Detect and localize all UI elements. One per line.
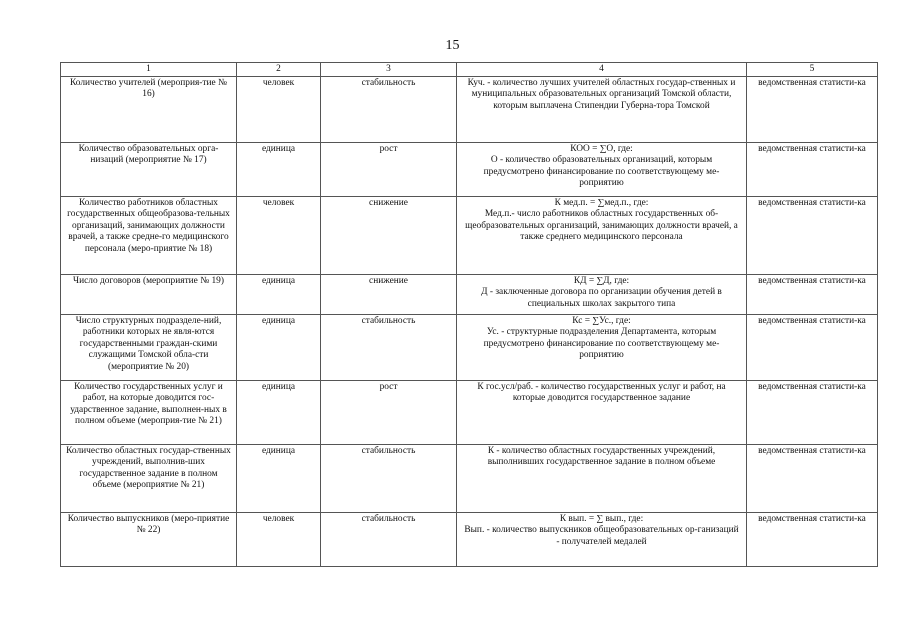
- formula-description: Вып. - количество выпускников общеобразовательных ор-ганизаций - получателей медалей: [464, 525, 739, 547]
- column-header: 3: [321, 63, 457, 77]
- indicator-name: Количество работников областных государственных общеобразова-тельных организаций, занимающих должности врачей, а также средне-го медицинского персонала (меро-приятие № 18): [61, 196, 237, 274]
- unit-of-measure: единица: [237, 380, 321, 444]
- trend: рост: [321, 380, 457, 444]
- table-row: [61, 380, 878, 444]
- trend: стабильность: [321, 512, 457, 566]
- indicator-name: Число структурных подразделе-ний, работники которых не явля-ются государственными граждан-скими служащими Томской обла-сти (мероприятие № 20): [61, 314, 237, 380]
- unit-of-measure: человек: [237, 76, 321, 142]
- table-row: [61, 314, 878, 380]
- table-row: [61, 512, 878, 566]
- formula: К мед.п. = ∑мед.п., где:: [554, 197, 649, 208]
- unit-of-measure: человек: [237, 512, 321, 566]
- formula-description: К - количество областных государственных учреждений, выполнивших государственное задание в полном объеме: [487, 445, 716, 468]
- column-header: 2: [237, 63, 321, 77]
- formula: Кс = ∑Ус., где:: [572, 315, 631, 326]
- data-source: ведомственная статисти-ка: [747, 196, 878, 274]
- table-row: [61, 196, 878, 274]
- data-source: ведомственная статисти-ка: [747, 274, 878, 314]
- table-row: [61, 76, 878, 142]
- table-row: [61, 274, 878, 314]
- unit-of-measure: единица: [237, 274, 321, 314]
- data-source: ведомственная статисти-ка: [747, 76, 878, 142]
- formula-description: Куч. - количество лучших учителей областных государ-ственных и муниципальных образовательных организаций Томской области, которым выплачена Стипендии Губерна-тора Томской: [467, 77, 736, 111]
- column-header: 4: [457, 63, 747, 77]
- indicator-name: Количество областных государ-ственных учреждений, выполнив-ших государственное задание в полном объеме (мероприятие № 21): [61, 444, 237, 512]
- calculation-method: [457, 274, 747, 314]
- trend: рост: [321, 142, 457, 196]
- calculation-method: [457, 142, 747, 196]
- formula-description: К гос.усл/раб. - количество государственных услуг и работ, на которые доводится государственное задание: [477, 381, 726, 404]
- indicator-name: Количество учителей (мероприя-тие № 16): [61, 76, 237, 142]
- trend: стабильность: [321, 76, 457, 142]
- calculation-method: [457, 444, 747, 512]
- trend: снижение: [321, 196, 457, 274]
- table-row: [61, 142, 878, 196]
- formula-description: О - количество образовательных организаций, которым предусмотрено финансирование по соответствующему ме-роприятию: [483, 155, 720, 189]
- indicator-name: Количество образовательных орга-низаций (мероприятие № 17): [61, 142, 237, 196]
- indicator-name: Количество выпускников (меро-приятие № 22): [61, 512, 237, 566]
- data-source: ведомственная статисти-ка: [747, 512, 878, 566]
- trend: снижение: [321, 274, 457, 314]
- column-header: 1: [61, 63, 237, 77]
- calculation-method: [457, 196, 747, 274]
- trend: стабильность: [321, 444, 457, 512]
- column-header: 5: [747, 63, 878, 77]
- calculation-method: [457, 314, 747, 380]
- data-source: ведомственная статисти-ка: [747, 444, 878, 512]
- unit-of-measure: единица: [237, 314, 321, 380]
- indicator-name: Количество государственных услуг и работ, на которые доводится гос-ударственное задание, выполнен-ных в полном объеме (мероприя-тие № 21): [61, 380, 237, 444]
- unit-of-measure: единица: [237, 142, 321, 196]
- formula-description: Д - заключенные договора по организации обучения детей в специальных школах закрытого типа: [481, 287, 722, 309]
- header-row: [61, 63, 878, 77]
- formula: КОО = ∑О, где:: [570, 143, 633, 154]
- unit-of-measure: единица: [237, 444, 321, 512]
- data-source: ведомственная статисти-ка: [747, 142, 878, 196]
- indicator-name: Число договоров (мероприятие № 19): [61, 274, 237, 314]
- indicators-table: [60, 62, 878, 567]
- calculation-method: [457, 512, 747, 566]
- formula: КД = ∑Д, где:: [573, 275, 630, 286]
- calculation-method: [457, 76, 747, 142]
- formula-description: Ус. - структурные подразделения Департамента, которым предусмотрено финансирование по соответствующему ме-роприятию: [483, 327, 720, 361]
- calculation-method: [457, 380, 747, 444]
- formula: К вып. = ∑ вып., где:: [559, 513, 644, 524]
- data-source: ведомственная статисти-ка: [747, 314, 878, 380]
- table-row: [61, 444, 878, 512]
- unit-of-measure: человек: [237, 196, 321, 274]
- formula-description: Мед.п.- число работников областных государственных об-щеобразовательных организаций, занимающих должности врачей, а также среднего медицинского персонала: [465, 209, 738, 243]
- data-source: ведомственная статисти-ка: [747, 380, 878, 444]
- trend: стабильность: [321, 314, 457, 380]
- page-number: 15: [445, 38, 460, 53]
